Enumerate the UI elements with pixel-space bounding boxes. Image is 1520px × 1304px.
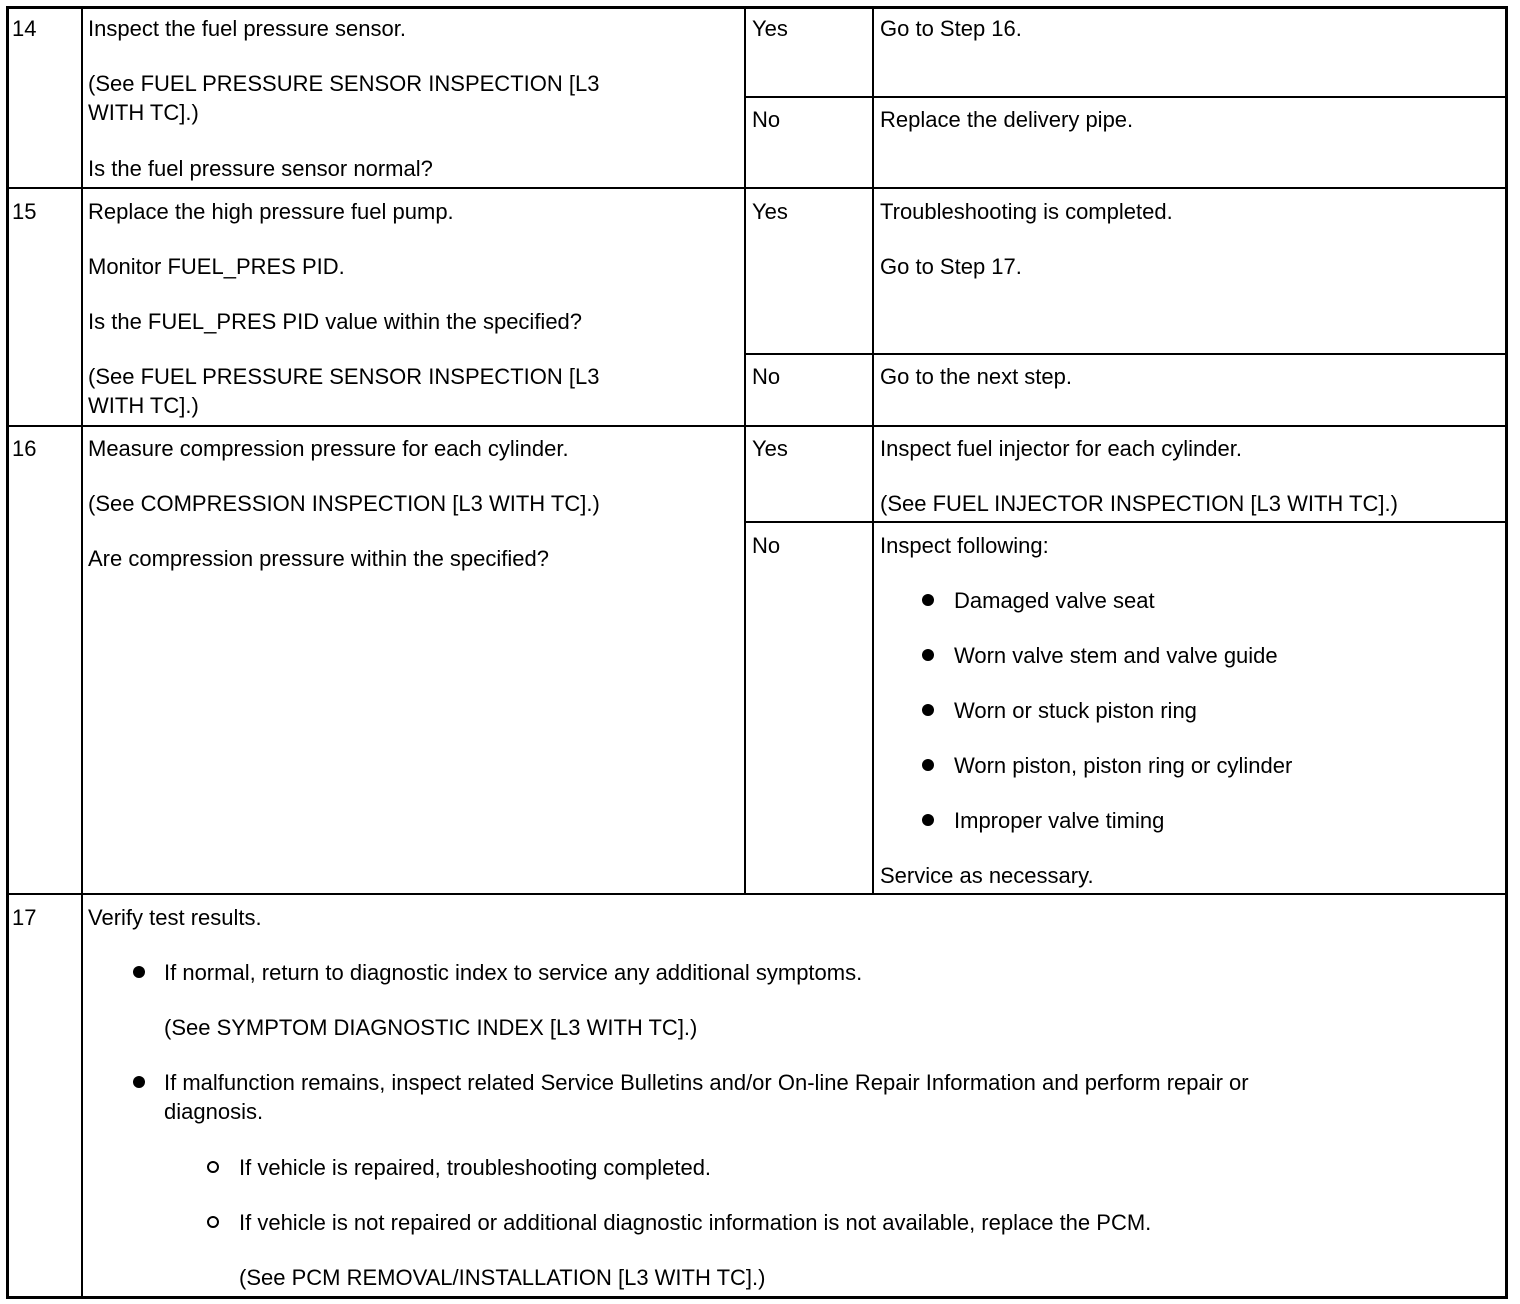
yes-label: Yes bbox=[752, 199, 788, 224]
action-text: Measure compression pressure for each cylinder. bbox=[88, 436, 569, 461]
no-outro: Service as necessary. bbox=[880, 863, 1094, 888]
list-item: If normal, return to diagnostic index to service any additional symptoms. bbox=[164, 960, 863, 985]
yes-result: Go to Step 16. bbox=[880, 16, 1022, 41]
yes-no-divider-14 bbox=[744, 96, 1508, 98]
step-number: 15 bbox=[12, 199, 37, 224]
action-question: Are compression pressure within the specified? bbox=[88, 546, 550, 571]
no-label: No bbox=[752, 533, 781, 558]
bullet-icon bbox=[922, 649, 934, 661]
bullet-icon bbox=[922, 759, 934, 771]
yesno-column-divider bbox=[872, 6, 874, 894]
reference-text: (See PCM REMOVAL/INSTALLATION [L3 WITH TC].) bbox=[239, 1265, 766, 1290]
no-label: No bbox=[752, 107, 781, 132]
action-reference: WITH TC].) bbox=[88, 393, 199, 418]
step-number: 17 bbox=[12, 905, 37, 930]
list-item: Improper valve timing bbox=[954, 808, 1165, 833]
bullet-icon bbox=[922, 594, 934, 606]
action-column-divider bbox=[744, 6, 746, 894]
row-divider-16-17 bbox=[6, 893, 1508, 895]
step-number: 14 bbox=[12, 16, 37, 41]
yes-no-divider-16 bbox=[744, 521, 1508, 523]
row-divider-14-15 bbox=[6, 187, 1508, 189]
reference-text: (See SYMPTOM DIAGNOSTIC INDEX [L3 WITH TC].) bbox=[164, 1015, 698, 1040]
yes-result: (See FUEL INJECTOR INSPECTION [L3 WITH TC].) bbox=[880, 491, 1398, 516]
list-item: diagnosis. bbox=[164, 1099, 264, 1124]
bullet-icon bbox=[133, 966, 145, 978]
action-text: Monitor FUEL_PRES PID. bbox=[88, 254, 345, 279]
bullet-icon bbox=[133, 1076, 145, 1088]
action-text: Inspect the fuel pressure sensor. bbox=[88, 16, 406, 41]
no-result: Go to the next step. bbox=[880, 364, 1073, 389]
bullet-icon bbox=[922, 704, 934, 716]
sub-list-item: If vehicle is not repaired or additional diagnostic information is not available, replace the PCM. bbox=[239, 1210, 1152, 1235]
no-result: Replace the delivery pipe. bbox=[880, 107, 1134, 132]
step-number: 16 bbox=[12, 436, 37, 461]
list-item: Damaged valve seat bbox=[954, 588, 1155, 613]
row-divider-15-16 bbox=[6, 425, 1508, 427]
yes-result: Inspect fuel injector for each cylinder. bbox=[880, 436, 1242, 461]
yes-label: Yes bbox=[752, 16, 788, 41]
action-question: Is the fuel pressure sensor normal? bbox=[88, 156, 433, 181]
action-text: Verify test results. bbox=[88, 905, 262, 930]
list-item: Worn valve stem and valve guide bbox=[954, 643, 1278, 668]
step-column-divider bbox=[81, 6, 83, 1299]
yes-result: Troubleshooting is completed. bbox=[880, 199, 1173, 224]
action-reference: (See COMPRESSION INSPECTION [L3 WITH TC].) bbox=[88, 491, 600, 516]
no-intro: Inspect following: bbox=[880, 533, 1049, 558]
action-question: Is the FUEL_PRES PID value within the specified? bbox=[88, 309, 583, 334]
yes-no-divider-15 bbox=[744, 353, 1508, 355]
no-label: No bbox=[752, 364, 781, 389]
list-item: Worn piston, piston ring or cylinder bbox=[954, 753, 1293, 778]
circle-bullet-icon bbox=[207, 1216, 219, 1228]
sub-list-item: If vehicle is repaired, troubleshooting completed. bbox=[239, 1155, 712, 1180]
action-text: Replace the high pressure fuel pump. bbox=[88, 199, 454, 224]
action-reference: (See FUEL PRESSURE SENSOR INSPECTION [L3 bbox=[88, 364, 600, 389]
yes-result: Go to Step 17. bbox=[880, 254, 1022, 279]
circle-bullet-icon bbox=[207, 1161, 219, 1173]
list-item: Worn or stuck piston ring bbox=[954, 698, 1197, 723]
list-item: If malfunction remains, inspect related Service Bulletins and/or On-line Repair Information and perform repair or bbox=[164, 1070, 1249, 1095]
yes-label: Yes bbox=[752, 436, 788, 461]
action-reference: WITH TC].) bbox=[88, 100, 199, 125]
action-reference: (See FUEL PRESSURE SENSOR INSPECTION [L3 bbox=[88, 71, 600, 96]
bullet-icon bbox=[922, 814, 934, 826]
